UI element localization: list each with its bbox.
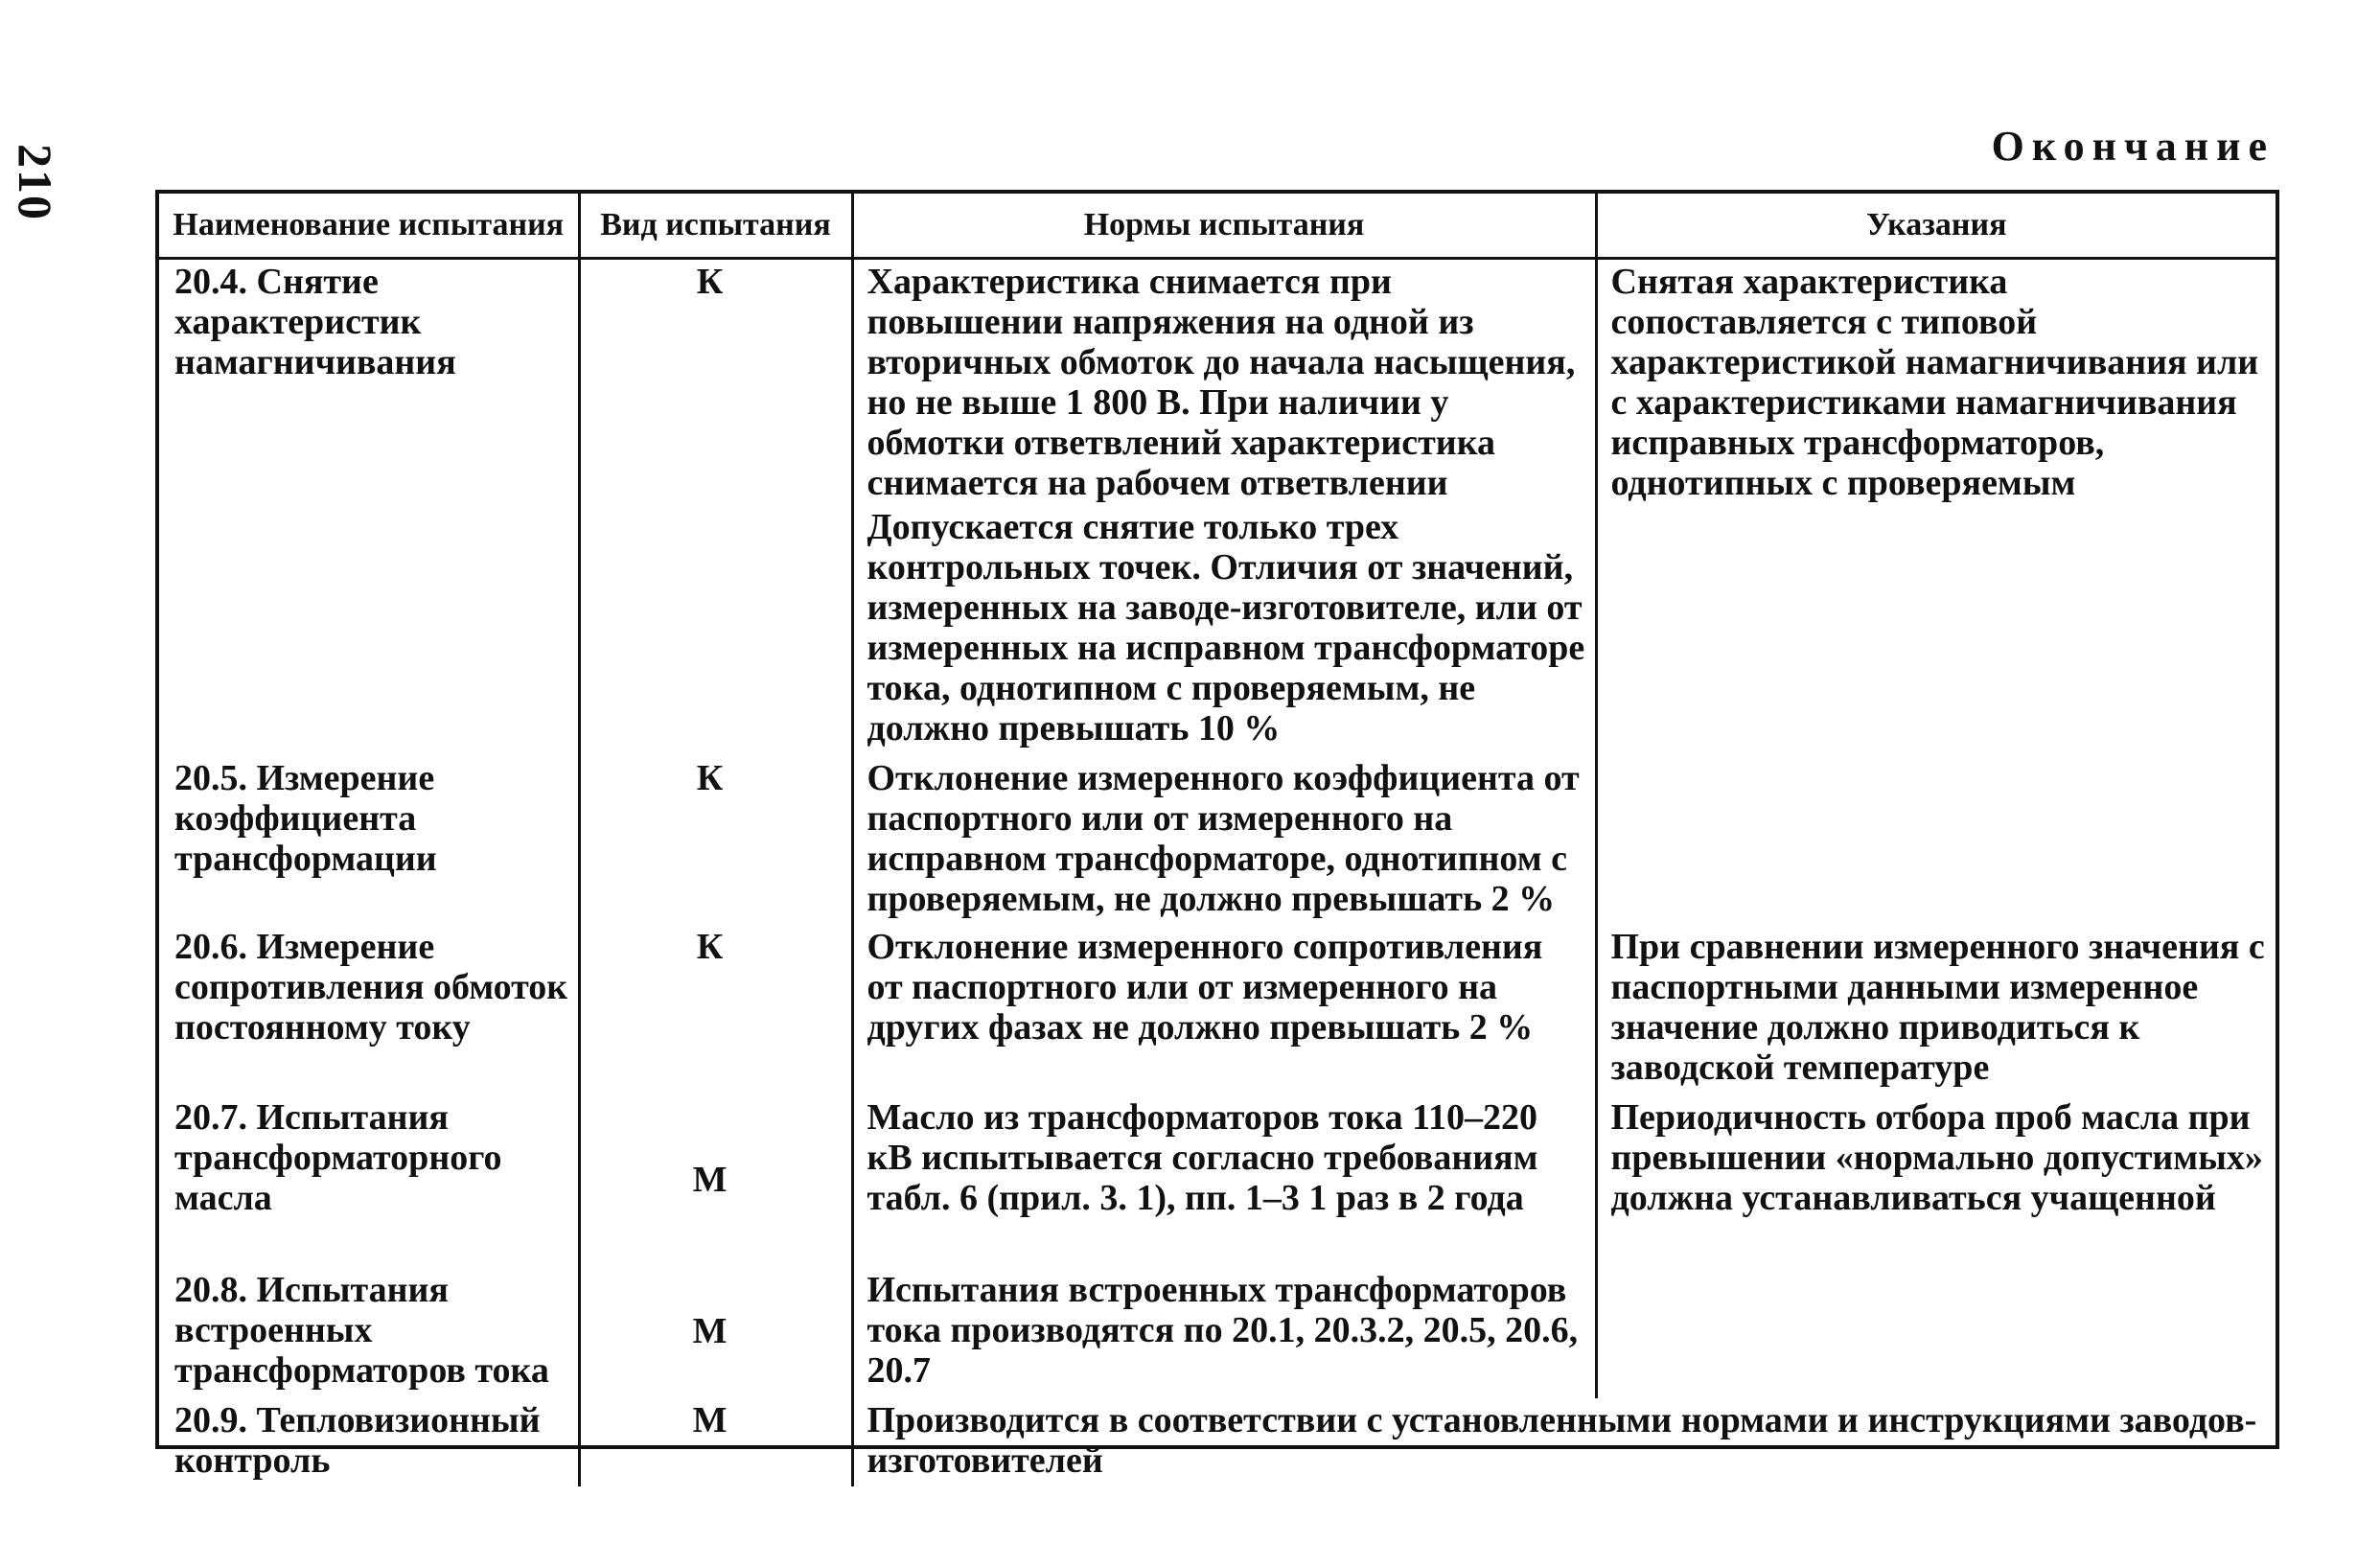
test-notes: При сравнении измеренного значения с паспортными данными измеренное значение должно приводиться к заводской температуре <box>1596 925 2276 1095</box>
page-number: 210 <box>9 144 62 221</box>
header-notes: Указания <box>1596 194 2276 259</box>
test-name: 20.6. Измерение сопротивления обмоток постоянному току <box>174 927 568 1048</box>
header-norms: Нормы испытания <box>852 194 1596 259</box>
test-norms: Отклонение измеренного сопротивления от паспортного или от измеренного на других фазах не должно превышать 2 % <box>852 925 1596 1095</box>
test-norms-extra: Допускается снятие только трех контрольных точек. Отличия от значений, измеренных на заводе-изготовителе, или от измеренных на исправном трансформаторе тока, однотипном с проверяемым, не должно превышать 10 % <box>867 507 1585 748</box>
test-name: 20.5. Измерение коэффициента трансформации <box>174 758 437 879</box>
test-name: 20.4. Снятие характеристик намагничивания <box>174 262 456 382</box>
test-norms-merged: Производится в соответствии с установленными нормами и инструкциями заводов-изготовителей <box>852 1398 2276 1486</box>
test-notes <box>1596 756 2276 925</box>
test-norms: Масло из трансформаторов тока 110–220 кВ испытывается согласно требованиям табл. 6 (прил. 3. 1), пп. 1–3 1 раз в 2 года <box>852 1095 1596 1268</box>
test-kind: К <box>579 756 852 925</box>
header-kind: Вид испытания <box>579 194 852 259</box>
test-kind: К <box>579 925 852 1095</box>
table-row <box>159 925 2276 1095</box>
test-norms <box>852 259 1596 757</box>
test-kind: М <box>579 1095 852 1268</box>
tests-table-grid <box>159 194 2276 1486</box>
table-row <box>159 259 2276 757</box>
continuation-label: Окончание <box>1991 123 2275 170</box>
header-name: Наименование испытания <box>159 194 579 259</box>
test-norms: Отклонение измеренного коэффициента от паспортного или от измеренного на исправном трансформаторе, однотипном с проверяемым, не должно превышать 2 % <box>852 756 1596 925</box>
tests-table <box>155 190 2279 1481</box>
test-kind: М <box>579 1398 852 1486</box>
test-notes: Периодичность отбора проб масла при превышении «нормально допустимых» должна устанавливаться учащенной <box>1596 1095 2276 1268</box>
test-notes: Снятая характеристика сопоставляется с типовой характеристикой намагничивания или с характеристиками намагничивания исправных трансформаторов, однотипных с проверяемым <box>1596 259 2276 757</box>
table-row <box>159 756 2276 925</box>
table-row <box>159 1398 2276 1486</box>
test-notes <box>1596 1268 2276 1398</box>
test-name: 20.9. Тепловизионный контроль <box>174 1400 541 1481</box>
test-kind: М <box>579 1268 852 1398</box>
test-name: 20.8. Испытания встроенных трансформаторов тока <box>174 1270 549 1391</box>
table-row <box>159 1268 2276 1398</box>
header-row <box>159 194 2276 259</box>
table-row <box>159 1095 2276 1268</box>
test-kind: К <box>579 259 852 757</box>
test-name: 20.7. Испытания трансформаторного масла <box>174 1097 502 1218</box>
test-norms: Испытания встроенных трансформаторов тока производятся по 20.1, 20.3.2, 20.5, 20.6, 20.7 <box>852 1268 1596 1398</box>
test-norms-main: Характеристика снимается при повышении напряжения на одной из вторичных обмоток до начала насыщения, но не выше 1 800 В. При наличии у обмотки ответвлений характеристика снимается на рабочем ответвлении <box>867 262 1576 503</box>
